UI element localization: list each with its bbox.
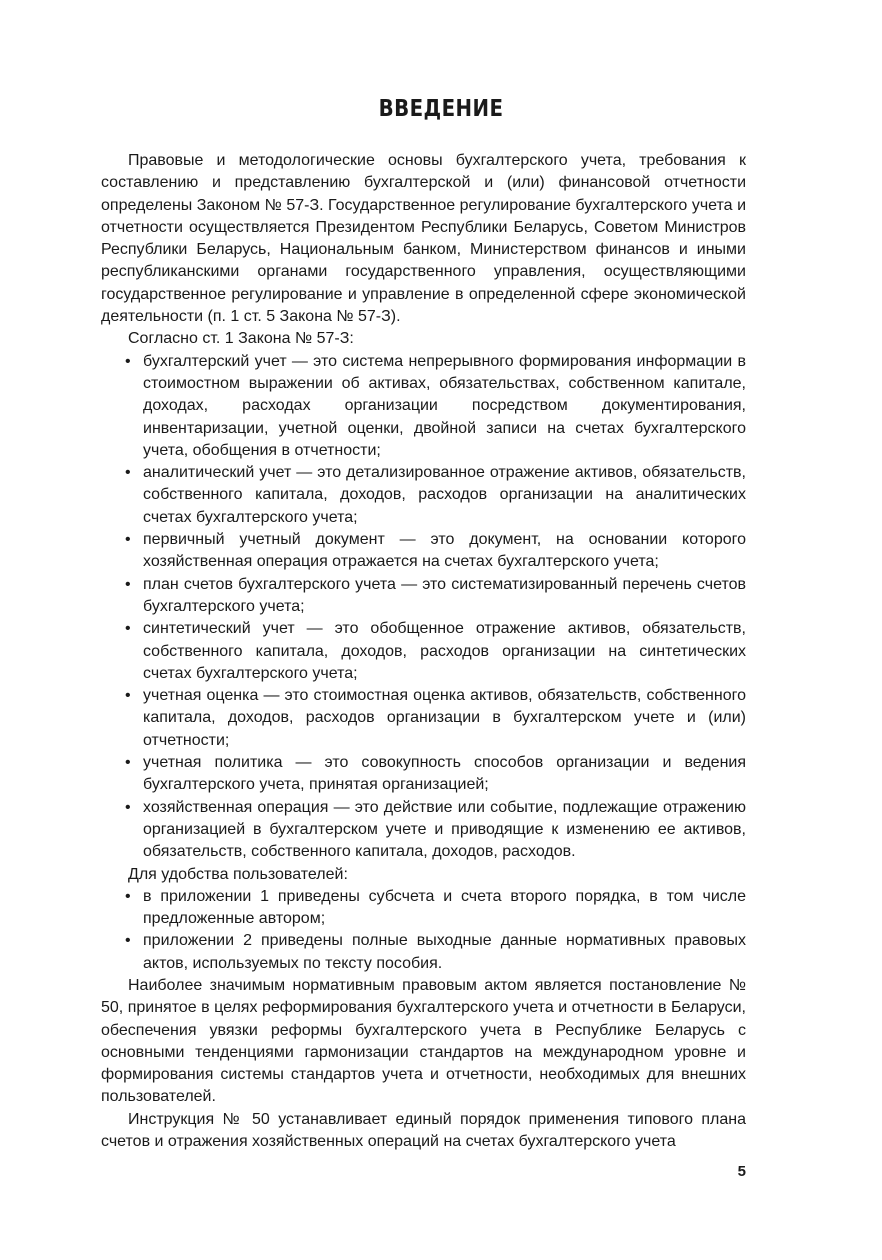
- list-item: [125, 685, 746, 752]
- paragraph-instruction-50: Инструкция № 50 устанавливает единый порядок применения типового плана счетов и отражения хозяйственных операций на счетах бухгалтерского учета: [101, 1110, 746, 1151]
- list-item-text: учетная политика — это совокупность способов организации и ведения бухгалтерского учета, принятая организацией;: [143, 754, 746, 794]
- list-item: [125, 618, 746, 685]
- paragraph-legal-basis: Правовые и методологические основы бухгалтерского учета, требования к составлению и представлению бухгалтерской и (или) финансовой отчетности определены Законом № 57-З. Государственное регулирование бухгалтерского учета и отчетности осуществляется Президентом Республики Беларусь, Советом Министров Республики Беларусь, Национальным банком, Министерством финансов и иными республиканскими органами государственного управления, осуществляющими государственное регулирование и управление в определенной сфере экономической деятельности (п. 1 ст. 5 Закона № 57-З).: [101, 152, 746, 326]
- paragraph-for-users: Для удобства пользователей:: [128, 865, 348, 883]
- list-item-text: аналитический учет — это детализированное отражение активов, обязательств, собственного капитала, доходов, расходов организации на аналитических счетах бухгалтерского учета;: [143, 464, 746, 526]
- page-heading: ВВЕДЕНИЕ: [378, 96, 504, 122]
- bullet-icon: •: [125, 352, 131, 370]
- bullet-icon: •: [125, 687, 131, 705]
- list-item-text: синтетический учет — это обобщенное отражение активов, обязательств, собственного капитала, доходов, расходов организации на синтетических счетах бухгалтерского учета;: [143, 620, 746, 682]
- definitions-list: [101, 351, 746, 864]
- bullet-icon: •: [125, 575, 131, 593]
- bullet-icon: •: [125, 464, 131, 482]
- paragraph-resolution-50: Наиболее значимым нормативным правовым актом является постановление № 50, принятое в целях реформирования бухгалтерского учета и отчетности в Беларуси, обеспечения увязки реформы бухгалтерского учета в Республике Беларусь с основными тенденциями гармонизации стандартов на международном уровне и формирования системы стандартов учета и отчетности, необходимых для внешних пользователей.: [101, 976, 746, 1106]
- bullet-icon: •: [125, 754, 131, 772]
- list-item-text: приложении 2 приведены полные выходные данные нормативных правовых актов, используемых по тексту пособия.: [143, 932, 746, 972]
- bullet-icon: •: [125, 798, 131, 816]
- bullet-icon: •: [125, 932, 131, 950]
- list-item-text: учетная оценка — это стоимостная оценка активов, обязательств, собственного капитала, доходов, расходов организации в бухгалтерском учете и (или) отчетности;: [143, 687, 746, 749]
- paragraph-according-to-law: Согласно ст. 1 Закона № 57-З:: [128, 330, 354, 348]
- list-item: [125, 797, 746, 864]
- list-item-text: первичный учетный документ — это документ, на основании которого хозяйственная операция отражается на счетах бухгалтерского учета;: [143, 531, 746, 571]
- bullet-icon: •: [125, 887, 131, 905]
- user-notes-list: [101, 886, 746, 975]
- body-text: [101, 150, 746, 1153]
- list-item: [125, 529, 746, 574]
- bullet-icon: •: [125, 531, 131, 549]
- list-item: [125, 752, 746, 797]
- list-item: [125, 351, 746, 462]
- list-item-text: в приложении 1 приведены субсчета и счета второго порядка, в том числе предложенные автором;: [143, 887, 746, 928]
- list-item: [125, 930, 746, 975]
- list-item: [125, 886, 746, 931]
- list-item-text: бухгалтерский учет — это система непрерывного формирования информации в стоимостном выражении об активах, обязательствах, собственном капитале, доходах, расходах организации посредством документирования, инвентаризации, учетной оценки, двойной записи на счетах бухгалтерского учета, обобщения в отчетности;: [143, 352, 746, 459]
- list-item: [125, 462, 746, 529]
- page-number: 5: [737, 1163, 746, 1180]
- list-item-text: план счетов бухгалтерского учета — это систематизированный перечень счетов бухгалтерского учета;: [143, 575, 746, 615]
- bullet-icon: •: [125, 620, 131, 638]
- list-item: [125, 574, 746, 619]
- list-item-text: хозяйственная операция — это действие или событие, подлежащие отражению организацией в бухгалтерском учете и приводящие к изменению ее активов, обязательств, собственного капитала, доходов, расходов.: [143, 798, 746, 861]
